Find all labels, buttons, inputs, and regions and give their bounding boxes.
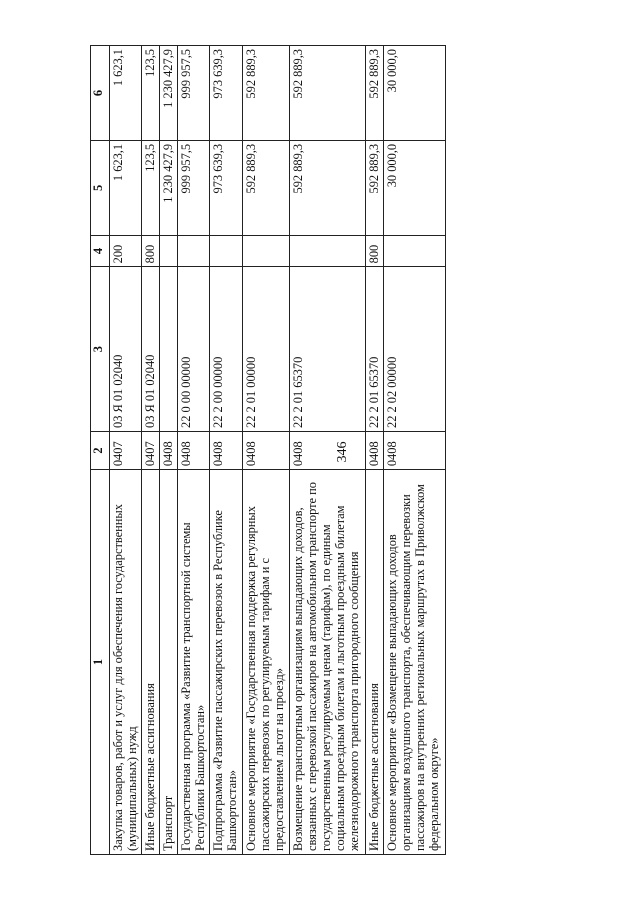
header-col-3: 3 [91,267,110,432]
header-row [91,46,110,855]
page-number: 346 [335,441,350,463]
row-sum5: 123,5 [142,140,160,235]
row-rz: 0408 [289,431,365,469]
header-col-1: 1 [91,470,110,855]
row-csr: 22 2 01 65370 [366,267,384,432]
table-row [289,46,365,855]
header-col-5: 5 [91,140,110,235]
row-name: Иные бюджетные ассигнования [366,470,384,855]
row-sum6: 1 623,1 [110,46,142,141]
row-name: Возмещение транспортным организациям выпадающих доходов, связанных с перевозкой пассажиров на автомобильном транспорте по государственным регулируемым ценам (тарифам), по единым социальным проездным билетам и льготным проездным билетам железнодорожного транспорта пригородного сообщения [289,470,365,855]
row-csr: 22 0 00 00000 [178,267,210,432]
row-name: Основное мероприятие «Возмещение выпадающих доходов организациям воздушного транспорта, обеспечивающим перевозки пассажиров на внутренних региональных маршрутах в Приволжском федеральном округе» [384,470,446,855]
row-sum6: 123,5 [142,46,160,141]
row-rz: 0408 [160,431,178,469]
row-sum5: 592 889,3 [242,140,289,235]
row-sum5: 1 230 427,9 [160,140,178,235]
row-rz: 0408 [384,431,446,469]
row-csr: 03 Я 01 02040 [142,267,160,432]
row-sum6: 592 889,3 [242,46,289,141]
row-sum6: 592 889,3 [366,46,384,141]
row-rz: 0408 [178,431,210,469]
row-vr [289,235,365,267]
row-csr: 22 2 02 00000 [384,267,446,432]
row-sum5: 1 623,1 [110,140,142,235]
row-name: Основное мероприятие «Государственная поддержка регулярных пассажирских перевозок по регулируемым тарифам и с предоставлением льгот на проезд» [242,470,289,855]
table-row [178,46,210,855]
table-row [160,46,178,855]
table-row [366,46,384,855]
row-rz: 0408 [366,431,384,469]
row-vr: 800 [142,235,160,267]
row-name: Подпрограмма «Развитие пассажирских перевозок в Республике Башкортостан» [210,470,242,855]
header-col-2: 2 [91,431,110,469]
row-rz: 0408 [210,431,242,469]
budget-table [90,45,446,855]
row-sum5: 973 639,3 [210,140,242,235]
row-vr [160,235,178,267]
row-sum6: 30 000,0 [384,46,446,141]
row-sum5: 999 957,5 [178,140,210,235]
row-sum6: 1 230 427,9 [160,46,178,141]
row-rz: 0407 [110,431,142,469]
row-vr [384,235,446,267]
row-vr: 800 [366,235,384,267]
row-sum6: 999 957,5 [178,46,210,141]
row-csr: 22 2 00 00000 [210,267,242,432]
table-row [110,46,142,855]
row-sum6: 973 639,3 [210,46,242,141]
table-row [242,46,289,855]
row-rz: 0408 [242,431,289,469]
row-vr [242,235,289,267]
row-csr: 22 2 01 65370 [289,267,365,432]
row-name: Транспорт [160,470,178,855]
header-col-4: 4 [91,235,110,267]
row-name: Закупка товаров, работ и услуг для обеспечения государственных (муниципальных) нужд [110,470,142,855]
row-sum5: 592 889,3 [366,140,384,235]
row-sum5: 30 000,0 [384,140,446,235]
budget-table-rotated [90,45,446,855]
row-csr: 03 Я 01 02040 [110,267,142,432]
table-row [210,46,242,855]
row-sum6: 592 889,3 [289,46,365,141]
table-row [384,46,446,855]
row-vr: 200 [110,235,142,267]
row-sum5: 592 889,3 [289,140,365,235]
row-rz: 0407 [142,431,160,469]
row-csr: 22 2 01 00000 [242,267,289,432]
header-col-6: 6 [91,46,110,141]
table-row [142,46,160,855]
row-vr [178,235,210,267]
row-csr [160,267,178,432]
row-name: Государственная программа «Развитие транспортной системы Республики Башкортостан» [178,470,210,855]
row-vr [210,235,242,267]
row-name: Иные бюджетные ассигнования [142,470,160,855]
